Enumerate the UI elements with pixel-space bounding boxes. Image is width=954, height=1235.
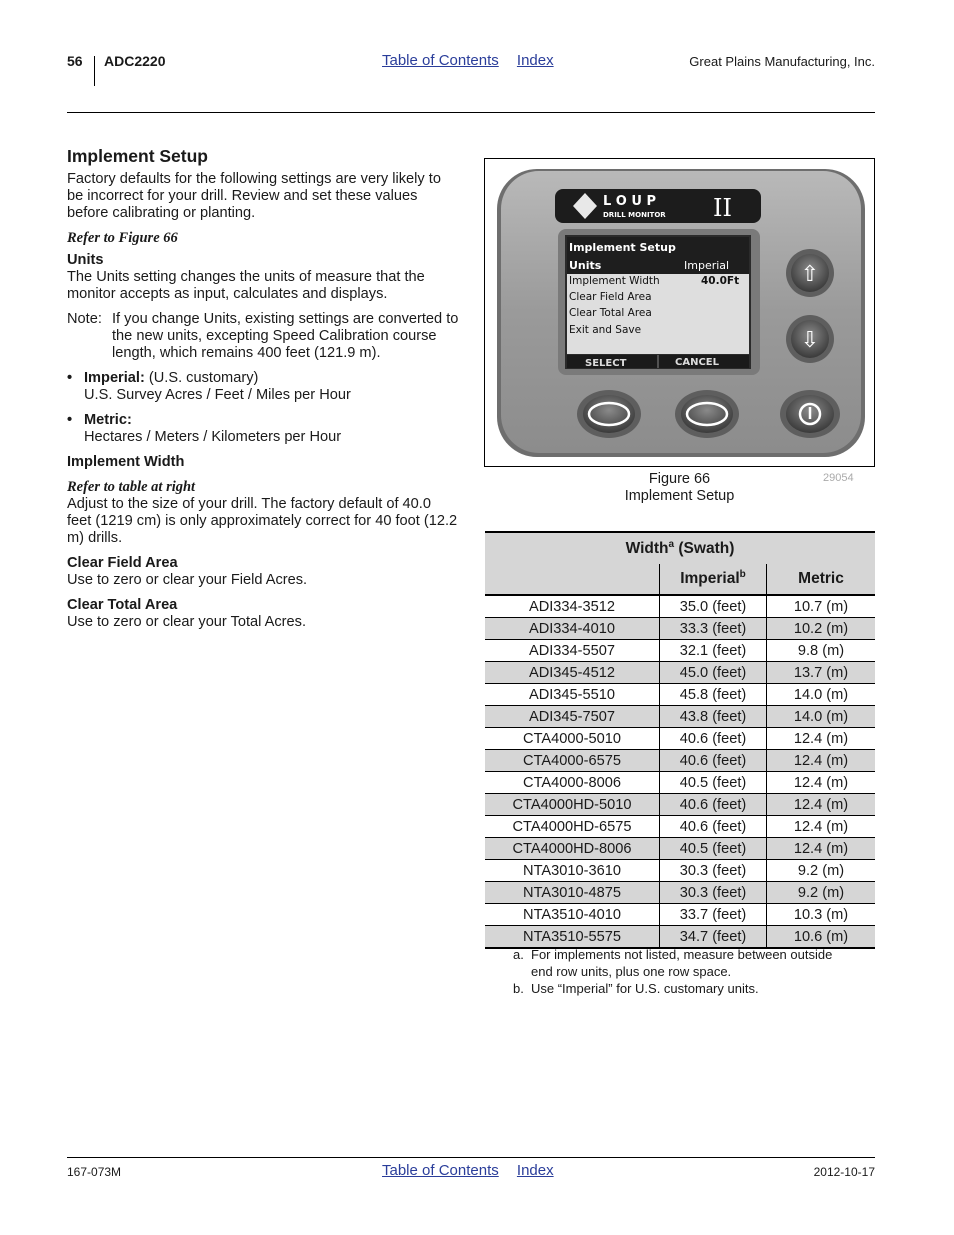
model-cell: ADI345-5510 — [485, 684, 660, 706]
header-links — [382, 52, 568, 69]
company-name: Great Plains Manufacturing, Inc. — [689, 54, 875, 69]
metric-cell: 9.2 (m) — [767, 860, 876, 882]
model-cell: CTA4000-5010 — [485, 728, 660, 750]
clear-field-text: Use to zero or clear your Field Acres. — [67, 572, 308, 588]
bullet-imperial — [67, 370, 459, 404]
imperial-cell: 30.3 (feet) — [660, 882, 767, 904]
header-divider — [94, 56, 95, 86]
model-name: ADC2220 — [104, 53, 166, 69]
brand-subtitle: DRILL MONITOR — [603, 211, 666, 219]
publication-date: 2012-10-17 — [813, 1165, 875, 1179]
table-row — [485, 728, 875, 750]
model-cell: NTA3510-5575 — [485, 926, 660, 949]
bullet-detail: Hectares / Meters / Kilometers per Hour — [84, 429, 342, 445]
imperial-cell: 40.6 (feet) — [660, 816, 767, 838]
up-arrow-icon: ⇧ — [800, 262, 820, 287]
imperial-cell: 45.8 (feet) — [660, 684, 767, 706]
model-cell: CTA4000-8006 — [485, 772, 660, 794]
imperial-cell: 45.0 (feet) — [660, 662, 767, 684]
model-cell: CTA4000HD-6575 — [485, 816, 660, 838]
imperial-cell: 40.6 (feet) — [660, 728, 767, 750]
table-row — [485, 816, 875, 838]
menu-exit-save: Exit and Save — [569, 324, 642, 336]
table-header-width: Width$^a$ (Swath) — [485, 532, 875, 564]
metric-cell: 12.4 (m) — [767, 816, 876, 838]
figure-reference: Refer to Figure 66 — [67, 230, 178, 246]
imperial-cell: 32.1 (feet) — [660, 640, 767, 662]
brand-roman: II — [713, 194, 732, 222]
note-label: Note: — [67, 311, 102, 327]
model-cell: ADI345-7507 — [485, 706, 660, 728]
figure-number: Figure 66 — [648, 471, 711, 487]
menu-units: Units — [569, 259, 602, 272]
footer-index-link[interactable]: Index — [516, 1162, 554, 1179]
figure-caption — [484, 471, 875, 505]
metric-cell: 14.0 (m) — [767, 706, 876, 728]
table-row — [485, 618, 875, 640]
metric-cell: 13.7 (m) — [767, 662, 876, 684]
width-heading: Implement Width — [67, 454, 185, 470]
clear-field-heading: Clear Field Area — [67, 555, 178, 571]
note-text: If you change Units, existing settings are converted to the new units, excepting Speed Calibration course length, which remains 400 feet (121.9 m). — [112, 311, 459, 361]
toc-link[interactable]: Table of Contents — [382, 52, 499, 69]
imperial-cell: 33.3 (feet) — [660, 618, 767, 640]
menu-implement-width-value: 40.0Ft — [701, 275, 740, 287]
header-rule — [67, 112, 875, 113]
cancel-button — [681, 395, 733, 433]
table-row — [485, 838, 875, 860]
document-number: 167-073M — [67, 1165, 122, 1179]
intro-text: Factory defaults for the following settings are very likely to be incorrect for your drill. Review and set these values before calibrating or planting. — [67, 171, 441, 221]
bullet-rest: (U.S. customary) — [144, 370, 259, 386]
imperial-cell: 40.6 (feet) — [660, 794, 767, 816]
figure-title: Implement Setup — [624, 488, 735, 504]
section-title: Implement Setup — [67, 146, 208, 166]
width-text: Adjust to the size of your drill. The factory default of 40.0 feet (1219 cm) is only approximately correct for 40 foot (12.2 m) drills. — [67, 496, 458, 546]
model-cell: NTA3010-3610 — [485, 860, 660, 882]
imperial-cell: 33.7 (feet) — [660, 904, 767, 926]
imperial-cell: 40.6 (feet) — [660, 750, 767, 772]
imperial-cell: 40.5 (feet) — [660, 838, 767, 860]
figure-66-frame — [484, 158, 875, 467]
left-column — [67, 148, 459, 631]
menu-clear-total: Clear Total Area — [569, 307, 652, 319]
table-row — [485, 860, 875, 882]
table-header-metric: Metric — [767, 564, 876, 595]
units-heading: Units — [67, 252, 104, 268]
softkey-cancel-label: CANCEL — [675, 357, 719, 368]
table-row — [485, 706, 875, 728]
model-cell: NTA3510-4010 — [485, 904, 660, 926]
imperial-cell: 40.5 (feet) — [660, 772, 767, 794]
table-row — [485, 595, 875, 618]
metric-cell: 10.6 (m) — [767, 926, 876, 949]
metric-cell: 14.0 (m) — [767, 684, 876, 706]
imperial-cell: 30.3 (feet) — [660, 860, 767, 882]
footer-toc-link[interactable]: Table of Contents — [382, 1162, 499, 1179]
table-row — [485, 794, 875, 816]
table-row — [485, 662, 875, 684]
footer-links — [382, 1162, 568, 1179]
metric-cell: 9.2 (m) — [767, 882, 876, 904]
menu-clear-field: Clear Field Area — [569, 291, 652, 303]
metric-cell: 10.2 (m) — [767, 618, 876, 640]
table-reference: Refer to table at right — [67, 479, 196, 495]
table-row — [485, 882, 875, 904]
menu-implement-width: Implement Width — [569, 275, 660, 287]
table-row — [485, 750, 875, 772]
metric-cell: 12.4 (m) — [767, 838, 876, 860]
brand-name: L O U P — [603, 194, 656, 209]
bullet-dot: • — [67, 370, 73, 386]
metric-cell: 12.4 (m) — [767, 728, 876, 750]
table-header-blank — [485, 564, 660, 595]
model-cell: CTA4000-6575 — [485, 750, 660, 772]
metric-cell: 10.3 (m) — [767, 904, 876, 926]
metric-cell: 12.4 (m) — [767, 772, 876, 794]
bullet-label: Imperial: — [84, 370, 145, 386]
model-cell: ADI334-3512 — [485, 595, 660, 618]
model-cell: ADI334-5507 — [485, 640, 660, 662]
bullet-metric — [67, 412, 459, 446]
model-cell: ADI345-4512 — [485, 662, 660, 684]
table-row — [485, 640, 875, 662]
clear-total-heading: Clear Total Area — [67, 597, 178, 613]
table-row — [485, 772, 875, 794]
model-cell: CTA4000HD-5010 — [485, 794, 660, 816]
bullet-label: Metric: — [84, 412, 132, 428]
table-header-imperial: Imperial$^b$ — [660, 564, 767, 595]
imperial-cell: 35.0 (feet) — [660, 595, 767, 618]
index-link[interactable]: Index — [516, 52, 554, 69]
screen-title: Implement Setup — [569, 241, 676, 254]
table-row — [485, 684, 875, 706]
width-table — [485, 531, 875, 949]
model-cell: ADI334-4010 — [485, 618, 660, 640]
footnote-a: a. For implements not listed, measure between outside end row units, plus one row space. — [513, 947, 833, 979]
footnote-b: b. Use “Imperial” for U.S. customary units. — [513, 981, 759, 996]
metric-cell: 12.4 (m) — [767, 750, 876, 772]
units-note — [67, 311, 459, 362]
imperial-cell: 34.7 (feet) — [660, 926, 767, 949]
model-cell: NTA3010-4875 — [485, 882, 660, 904]
drill-monitor-illustration — [485, 159, 874, 466]
imperial-cell: 43.8 (feet) — [660, 706, 767, 728]
table-row — [485, 904, 875, 926]
softkey-select-label: SELECT — [585, 358, 627, 369]
bullet-detail: U.S. Survey Acres / Feet / Miles per Hour — [84, 387, 351, 403]
image-number: 29054 — [823, 472, 854, 484]
units-text: The Units setting changes the units of measure that the monitor accepts as input, calculates and displays. — [67, 269, 425, 302]
table-row — [485, 926, 875, 949]
metric-cell: 10.7 (m) — [767, 595, 876, 618]
menu-units-value: Imperial — [684, 259, 730, 272]
down-arrow-icon: ⇩ — [800, 328, 820, 353]
clear-total-text: Use to zero or clear your Total Acres. — [67, 614, 307, 630]
metric-cell: 9.8 (m) — [767, 640, 876, 662]
metric-cell: 12.4 (m) — [767, 794, 876, 816]
page-number: 56 — [67, 53, 83, 69]
select-button — [583, 395, 635, 433]
footer-rule — [67, 1157, 875, 1158]
model-cell: CTA4000HD-8006 — [485, 838, 660, 860]
bullet-dot: • — [67, 412, 73, 428]
table-footnotes — [513, 946, 833, 997]
